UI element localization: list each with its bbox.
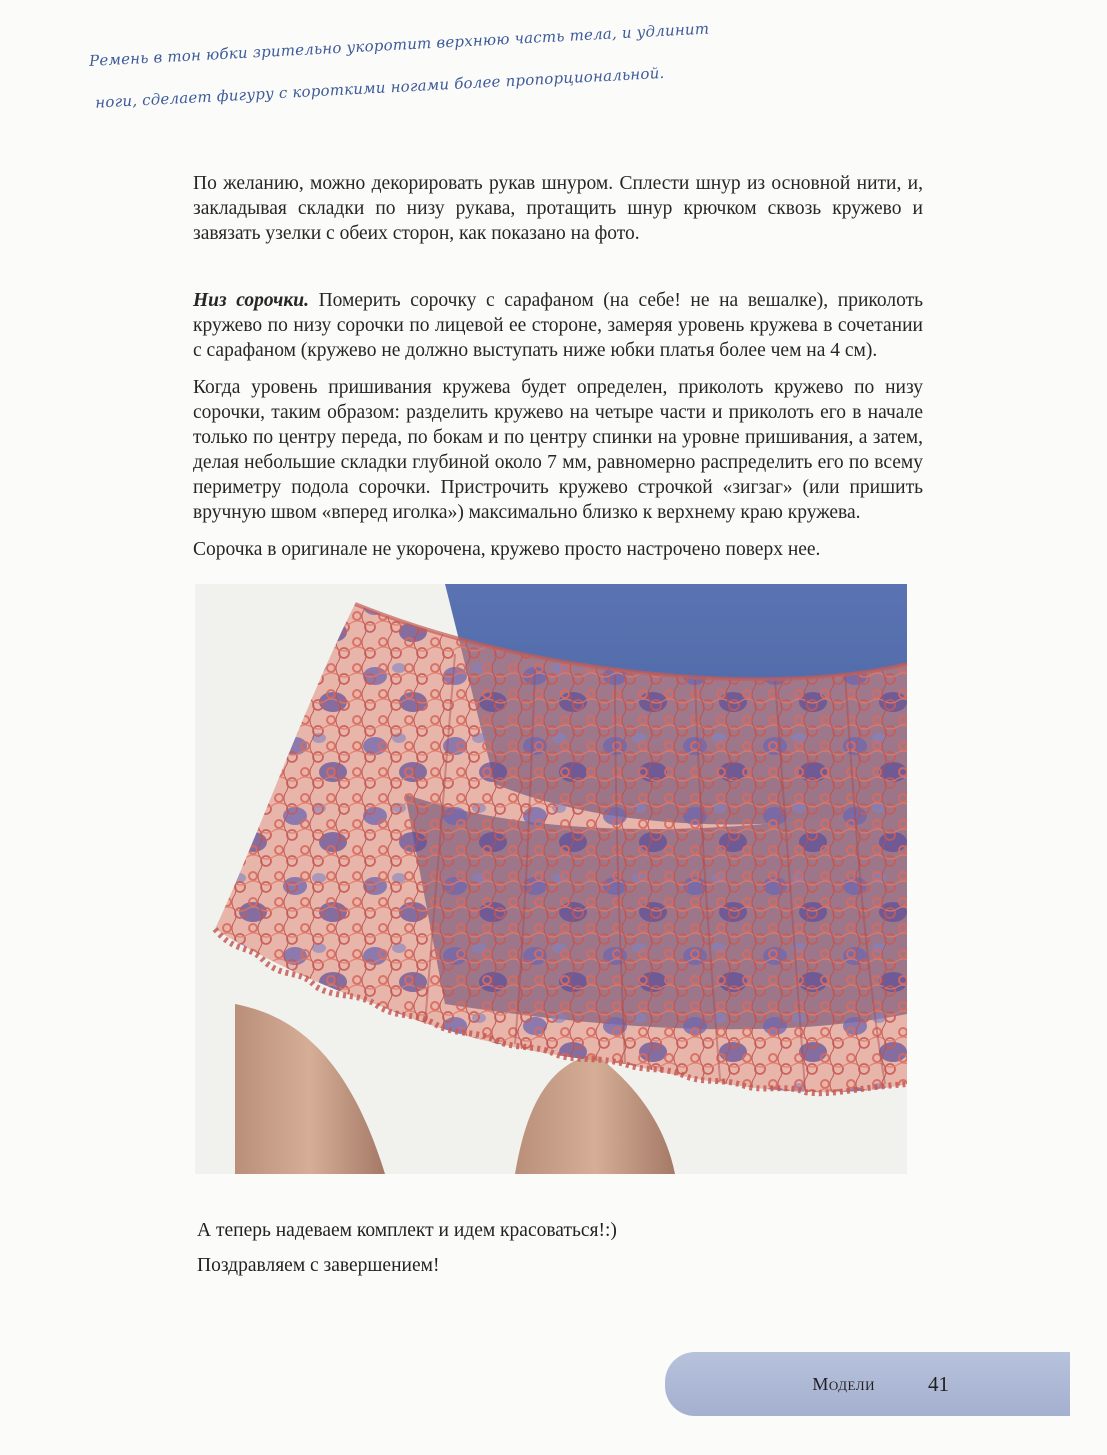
handnote-line-2: ноги, сделает фигуру с короткими ногами более пропорциональной. bbox=[94, 63, 665, 112]
paragraph-sleeve-cord: По желанию, можно декорировать рукав шнуром. Сплести шнур из основной нити, и, закладывая складки по низу рукава, протащить шнур крючком сквозь кружево и завязать узелки с обеих сторон, как показано на фото. bbox=[193, 173, 923, 244]
handnote-line-1: Ремень в тон юбки зрительно укоротит верхнюю часть тела, и удлинит bbox=[88, 19, 710, 70]
footer-tab bbox=[665, 1352, 1070, 1416]
closing-line-2: Поздравляем с завершением! bbox=[197, 1255, 440, 1276]
lace-hem-photo bbox=[195, 584, 907, 1174]
section-heading: Низ сорочки. bbox=[193, 290, 309, 311]
page-number: 41 bbox=[928, 1372, 949, 1396]
paragraph-slip-fitting: Низ сорочки. Померить сорочку с сарафаном (на себе! не на вешалке), приколоть кружево по низу сорочки по лицевой ее стороне, замеряя уровень кружева в сочетании с сарафаном (кружево не должно выступать ниже юбки платья более чем на 4 см). bbox=[193, 290, 923, 361]
lace-hem-illustration bbox=[195, 584, 907, 1174]
handwritten-note bbox=[88, 9, 710, 124]
paragraph-lace-attach: Когда уровень пришивания кружева будет определен, приколоть кружево по низу сорочки, таким образом: разделить кружево на четыре части и приколоть его в начале только по центру переда, по бокам и по центру спинки на уровне пришивания, а затем, делая небольшие складки глубиной около 7 мм, равномерно распределить его по всему периметру подола сорочки. Пристрочить кружево строчкой «зигзаг» (или пришить вручную швом «вперед иголка») максимально близко к верхнему краю кружева. bbox=[193, 377, 923, 523]
section-title: Модели bbox=[812, 1374, 875, 1394]
section-slip-bottom bbox=[193, 288, 923, 574]
closing-line-1: А теперь надеваем комплект и идем красоваться!:) bbox=[197, 1220, 617, 1241]
paragraph-note: Сорочка в оригинале не укорочена, кружево просто настрочено поверх нее. bbox=[193, 539, 821, 560]
